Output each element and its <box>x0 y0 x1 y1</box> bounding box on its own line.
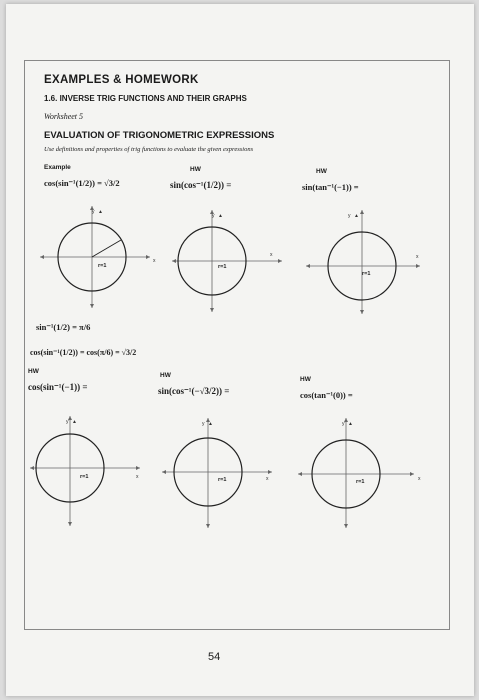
hw2-expression: sin(tan⁻¹(−1)) = <box>302 182 359 192</box>
axes <box>162 418 272 528</box>
y-axis-label: y <box>342 421 345 427</box>
radius-label: r=1 <box>218 477 227 483</box>
y-axis-label: y <box>202 421 205 427</box>
hw4-expression: sin(cos⁻¹(−√3/2)) = <box>158 386 230 396</box>
page-number: 54 <box>208 651 221 663</box>
hw1-expression: sin(cos⁻¹(1/2)) = <box>170 180 232 190</box>
x-axis-label: x <box>266 476 269 482</box>
page-title: EXAMPLES & HOMEWORK <box>44 74 199 86</box>
worksheet-label: Worksheet 5 <box>44 112 84 121</box>
y-axis-label: y <box>348 213 351 219</box>
axes <box>172 210 282 312</box>
radius-label: r=1 <box>80 474 89 480</box>
example-work-line-2: cos(sin⁻¹(1/2)) = cos(π/6) = √3/2 <box>30 348 137 357</box>
x-axis-label: x <box>416 254 419 260</box>
unit-circle-hw4 <box>160 414 280 534</box>
radius-label: r=1 <box>218 264 227 270</box>
hw4-label: HW <box>160 372 171 379</box>
y-arrow-icon: ▲ <box>218 213 223 219</box>
example-expression: cos(sin⁻¹(1/2)) = √3/2 <box>44 178 120 188</box>
unit-circle-hw5 <box>296 414 426 534</box>
hw2-label: HW <box>316 168 327 175</box>
y-arrow-icon: ▲ <box>208 421 213 427</box>
y-arrow-icon: ▲ <box>348 421 353 427</box>
axes <box>40 206 150 308</box>
radius-label: r=1 <box>362 271 371 277</box>
unit-circle-hw3 <box>28 412 152 532</box>
hw5-label: HW <box>300 376 311 383</box>
y-arrow-icon: ▲ <box>354 213 359 219</box>
example-work-line-1: sin⁻¹(1/2) = π/6 <box>36 322 91 332</box>
x-axis-label: x <box>136 474 139 480</box>
y-arrow-icon: ▲ <box>72 419 77 425</box>
y-axis-label: y <box>66 419 69 425</box>
terminal-ray <box>92 240 121 257</box>
axes <box>298 418 414 528</box>
unit-circle-example <box>38 202 158 312</box>
radius-label: r=1 <box>98 263 107 269</box>
axes <box>30 416 140 526</box>
axes <box>306 210 420 314</box>
x-axis-label: x <box>418 476 421 482</box>
hw5-expression: cos(tan⁻¹(0)) = <box>300 390 353 400</box>
example-label: Example <box>44 164 71 171</box>
hw3-label: HW <box>28 368 39 375</box>
instructions: Use definitions and properties of trig functions to evaluate the given expressions <box>44 146 254 153</box>
hw1-label: HW <box>190 166 201 173</box>
section-heading: 1.6. INVERSE TRIG FUNCTIONS AND THEIR GRAPHS <box>44 94 247 103</box>
x-axis-label: x <box>153 258 156 264</box>
y-arrow-icon: ▲ <box>98 209 103 215</box>
y-axis-label: y <box>212 213 215 219</box>
radius-label: r=1 <box>356 479 365 485</box>
unit-circle-hw1 <box>170 206 290 316</box>
y-axis-label: y <box>92 209 95 215</box>
subtitle: EVALUATION OF TRIGONOMETRIC EXPRESSIONS <box>44 130 275 141</box>
x-axis-label: x <box>270 252 273 258</box>
unit-circle-hw2 <box>304 206 428 316</box>
hw3-expression: cos(sin⁻¹(−1)) = <box>28 382 88 392</box>
